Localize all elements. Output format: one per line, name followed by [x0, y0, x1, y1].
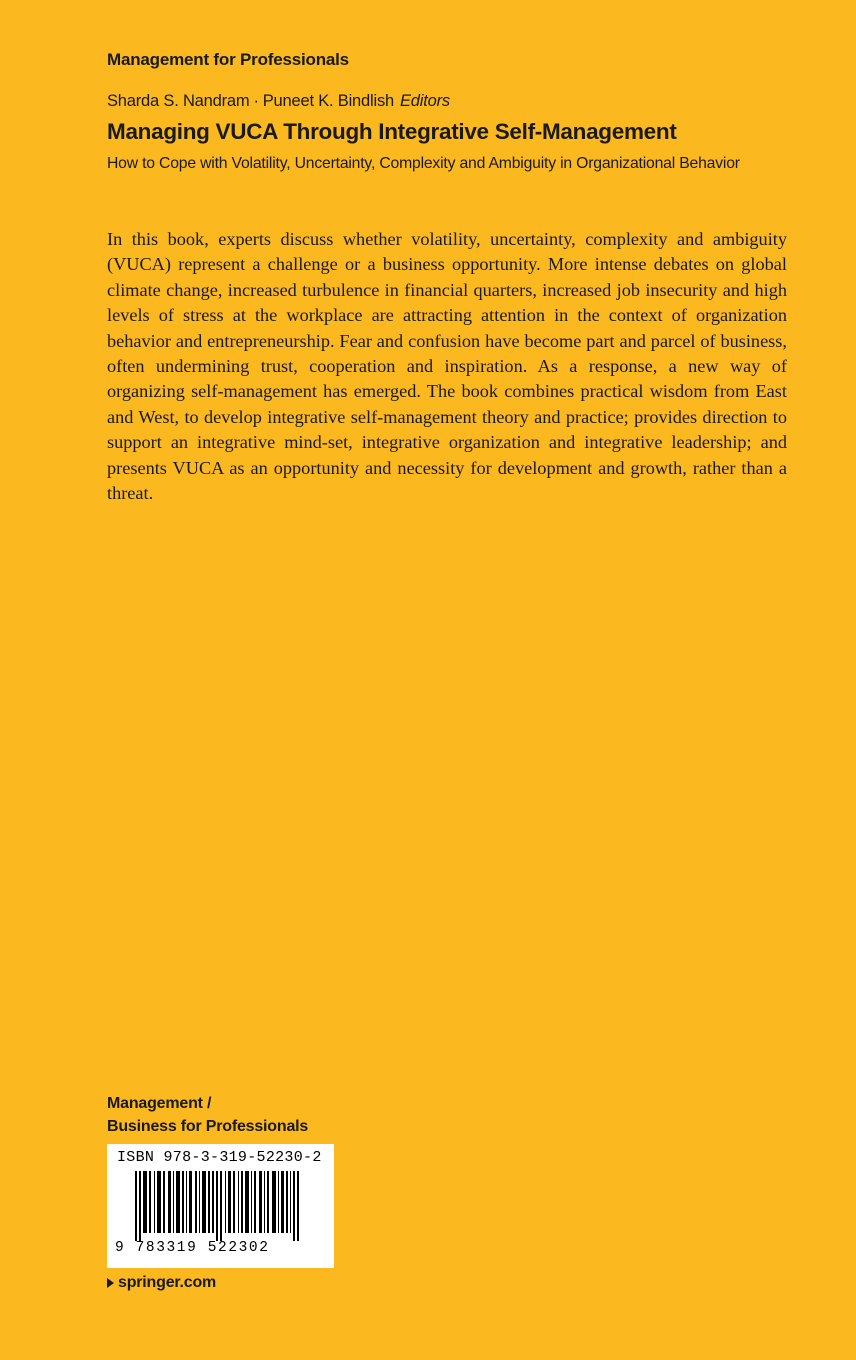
publisher-link-text: springer.com: [118, 1274, 217, 1291]
category-line-2: Business for Professionals: [107, 1118, 309, 1135]
isbn-barcode: [107, 1144, 334, 1268]
barcode-bars: [115, 1171, 327, 1241]
book-description: In this book, experts discuss whether volatility, uncertainty, complexity and ambiguity (VUCA) represent a challenge or a business opportunity. More intense debates on global climate change, increased turbulence in financial quarters, increased job insecurity and high levels of stress at the workplace are attracting attention in the context of organization behavior and entrepreneurship. Fear and confusion have become part and parcel of business, often undermining trust, cooperation and inspiration. As a response, a new way of organizing self-management has emerged. The book combines practical wisdom from East and West, to develop integrative self-management theory and practice; provides direction to support an integrative mind-set, integrative organization and integrative leadership; and presents VUCA as an opportunity and necessity for development and growth, rather than a threat.: [107, 229, 787, 504]
editor-name-1: Sharda S. Nandram: [107, 92, 250, 110]
series-name: Management for Professionals: [107, 50, 349, 69]
book-title: Managing VUCA Through Integrative Self-Management: [107, 119, 677, 144]
editor-separator: ·: [253, 92, 259, 110]
subject-category: [107, 1092, 308, 1138]
editor-name-2: Puneet K. Bindlish: [262, 92, 394, 110]
editors-line: [107, 92, 450, 111]
ean-digits: 9 783319 522302: [115, 1240, 270, 1256]
editors-role: Editors: [399, 92, 450, 110]
book-subtitle: How to Cope with Volatility, Uncertainty, Complexity and Ambiguity in Organizational Behavior: [107, 155, 740, 172]
category-line-1: Management /: [107, 1095, 212, 1112]
publisher-website-link[interactable]: [107, 1274, 216, 1292]
isbn-label: ISBN 978-3-319-52230-2: [117, 1149, 322, 1166]
triangle-arrow-icon: [107, 1278, 114, 1288]
